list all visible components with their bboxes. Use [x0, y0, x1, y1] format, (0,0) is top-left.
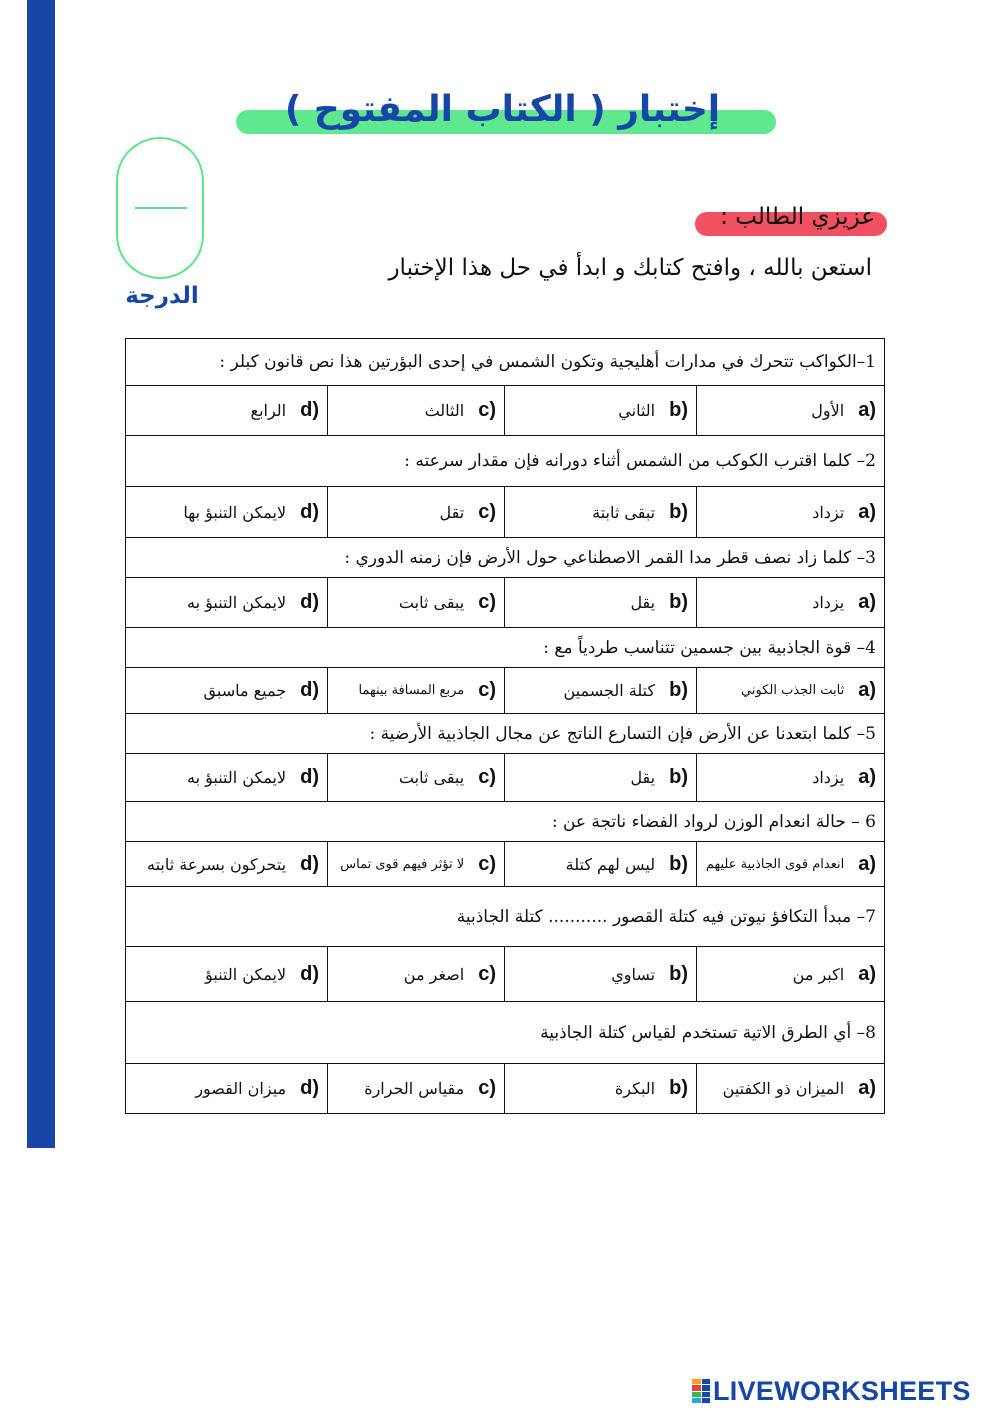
option-letter: d) — [300, 1077, 319, 1099]
option-text: تقل — [439, 502, 465, 522]
question-text: 7– مبدأ التكافؤ نيوتن فيه كتلة القصور ........... كتلة الجاذبية — [126, 887, 885, 947]
answer-option-a[interactable] — [697, 487, 885, 538]
option-text: الثالث — [424, 401, 465, 420]
option-letter: b) — [669, 399, 688, 421]
option-text: لا تؤثر فيهم قوى تماس — [340, 856, 465, 872]
option-letter: d) — [300, 962, 319, 985]
title-block — [230, 82, 775, 142]
question-text: 8– أي الطرق الاتية تستخدم لقياس كتلة الجاذبية — [126, 1002, 885, 1064]
question-row — [126, 1002, 885, 1064]
logo-text: LIVEWORKSHEETS — [713, 1375, 971, 1406]
option-text: لايمكن التنبؤ — [205, 964, 287, 984]
option-letter: a) — [858, 399, 876, 421]
options-row — [126, 754, 885, 802]
answer-option-c[interactable] — [328, 668, 505, 714]
option-letter: d) — [300, 591, 319, 613]
question-row — [126, 802, 885, 842]
answer-option-d[interactable] — [126, 842, 328, 887]
question-text: 3– كلما زاد نصف قطر مدا القمر الاصطناعي حول الأرض فإن زمنه الدوري : — [126, 538, 885, 578]
option-letter: d) — [300, 679, 319, 701]
answer-option-a[interactable] — [697, 842, 885, 887]
answer-option-a[interactable] — [697, 947, 885, 1002]
option-letter: c) — [478, 962, 496, 985]
logo-icon — [692, 1379, 710, 1403]
option-text: ثابت الجذب الكوني — [741, 683, 845, 698]
option-letter: a) — [858, 852, 876, 875]
answer-option-c[interactable] — [328, 1064, 505, 1114]
instruction-text: استعن بالله ، وافتح كتابك و ابدأ في حل هذا الإختبار — [388, 255, 872, 281]
answer-option-a[interactable] — [697, 668, 885, 714]
option-text: يبقى ثابت — [398, 768, 465, 787]
option-text: كتلة الجسمين — [563, 681, 656, 700]
option-text: الثاني — [618, 401, 656, 420]
option-text: تزداد — [812, 502, 845, 522]
option-letter: d) — [300, 852, 319, 875]
option-text: يتحركون بسرعة ثابته — [147, 854, 287, 874]
answer-option-a[interactable] — [697, 578, 885, 628]
answer-option-c[interactable] — [328, 842, 505, 887]
answer-option-b[interactable] — [505, 1064, 697, 1114]
answer-option-b[interactable] — [505, 578, 697, 628]
option-text: لايمكن التنبؤ به — [186, 593, 287, 612]
options-row — [126, 947, 885, 1002]
option-text: اصغر من — [403, 964, 465, 984]
question-text: 4– قوة الجاذبية بين جسمين تتناسب طردياً مع : — [126, 628, 885, 668]
answer-option-b[interactable] — [505, 487, 697, 538]
answer-option-b[interactable] — [505, 668, 697, 714]
options-row — [126, 668, 885, 714]
answer-option-d[interactable] — [126, 386, 328, 436]
option-text: الأول — [811, 401, 845, 420]
option-text: جميع ماسبق — [203, 681, 287, 700]
option-letter: c) — [478, 399, 496, 421]
option-text: لايمكن التنبؤ بها — [183, 502, 287, 522]
grade-label: الدرجة — [125, 283, 199, 309]
option-text: انعدام قوى الجاذبية عليهم — [705, 856, 845, 872]
option-letter: c) — [478, 1077, 496, 1099]
answer-option-d[interactable] — [126, 578, 328, 628]
answer-option-c[interactable] — [328, 754, 505, 802]
grade-line — [135, 207, 187, 209]
options-row — [126, 842, 885, 887]
option-text: يزداد — [812, 768, 845, 787]
option-text: تساوي — [611, 964, 656, 984]
answer-option-d[interactable] — [126, 487, 328, 538]
option-letter: b) — [669, 1077, 688, 1099]
option-letter: c) — [478, 679, 496, 701]
option-text: مقياس الحرارة — [364, 1079, 465, 1098]
answer-option-b[interactable] — [505, 842, 697, 887]
option-letter: a) — [858, 500, 876, 523]
answer-option-d[interactable] — [126, 947, 328, 1002]
answer-option-c[interactable] — [328, 386, 505, 436]
option-text: ميزان القصور — [195, 1079, 287, 1098]
question-text: 1–الكواكب تتحرك في مدارات أهليجية وتكون الشمس في إحدى البؤرتين هذا نص قانون كبلر : — [126, 339, 885, 386]
option-letter: b) — [669, 852, 688, 875]
option-letter: d) — [300, 766, 319, 788]
option-letter: a) — [858, 591, 876, 613]
question-row — [126, 887, 885, 947]
question-row — [126, 339, 885, 386]
option-text: لايمكن التنبؤ به — [186, 768, 287, 787]
option-text: يبقى ثابت — [398, 593, 465, 612]
option-text: تبقى ثابتة — [592, 502, 656, 522]
question-text: 2– كلما اقترب الكوكب من الشمس أثناء دورانه فإن مقدار سرعته : — [126, 436, 885, 487]
option-text: يقل — [630, 593, 656, 612]
answer-option-b[interactable] — [505, 947, 697, 1002]
question-text: 6 – حالة انعدام الوزن لرواد الفضاء ناتجة عن : — [126, 802, 885, 842]
answer-option-a[interactable] — [697, 1064, 885, 1114]
question-row — [126, 714, 885, 754]
options-row — [126, 1064, 885, 1114]
question-row — [126, 628, 885, 668]
option-letter: b) — [669, 500, 688, 523]
options-row — [126, 487, 885, 538]
answer-option-c[interactable] — [328, 947, 505, 1002]
answer-option-c[interactable] — [328, 487, 505, 538]
answer-option-a[interactable] — [697, 386, 885, 436]
option-letter: d) — [300, 399, 319, 421]
option-text: ليس لهم كتلة — [565, 854, 656, 874]
liveworksheets-logo — [692, 1376, 992, 1406]
option-letter: a) — [858, 1077, 876, 1099]
answer-option-d[interactable] — [126, 754, 328, 802]
question-row — [126, 538, 885, 578]
option-text: البكرة — [614, 1079, 656, 1098]
option-letter: a) — [858, 962, 876, 985]
options-row — [126, 386, 885, 436]
answer-option-d[interactable] — [126, 668, 328, 714]
option-text: مربع المسافة بينهما — [358, 683, 465, 698]
option-text: اكبر من — [792, 964, 845, 984]
quiz-table — [125, 338, 885, 1114]
option-text: الرابع — [250, 401, 287, 420]
option-text: يقل — [630, 768, 656, 787]
option-text: يزداد — [812, 593, 845, 612]
option-letter: b) — [669, 766, 688, 788]
answer-option-d[interactable] — [126, 1064, 328, 1114]
question-row — [126, 436, 885, 487]
greeting-block — [695, 200, 890, 240]
option-letter: c) — [478, 591, 496, 613]
option-letter: b) — [669, 591, 688, 613]
greeting: عزيزي الطالب : — [720, 204, 875, 230]
options-row — [126, 578, 885, 628]
option-letter: c) — [478, 766, 496, 788]
option-letter: d) — [300, 500, 319, 523]
side-accent-bar — [27, 0, 55, 1148]
option-letter: c) — [478, 500, 496, 523]
answer-option-c[interactable] — [328, 578, 505, 628]
answer-option-b[interactable] — [505, 386, 697, 436]
answer-option-b[interactable] — [505, 754, 697, 802]
question-text: 5– كلما ابتعدنا عن الأرض فإن التسارع الناتج عن مجال الجاذبية الأرضية : — [126, 714, 885, 754]
answer-option-a[interactable] — [697, 754, 885, 802]
option-letter: b) — [669, 679, 688, 701]
option-letter: b) — [669, 962, 688, 985]
option-text: الميزان ذو الكفتين — [722, 1079, 845, 1098]
page-title: إختبار ( الكتاب المفتوح ) — [284, 89, 721, 130]
option-letter: a) — [858, 679, 876, 701]
option-letter: a) — [858, 766, 876, 788]
option-letter: c) — [478, 852, 496, 875]
